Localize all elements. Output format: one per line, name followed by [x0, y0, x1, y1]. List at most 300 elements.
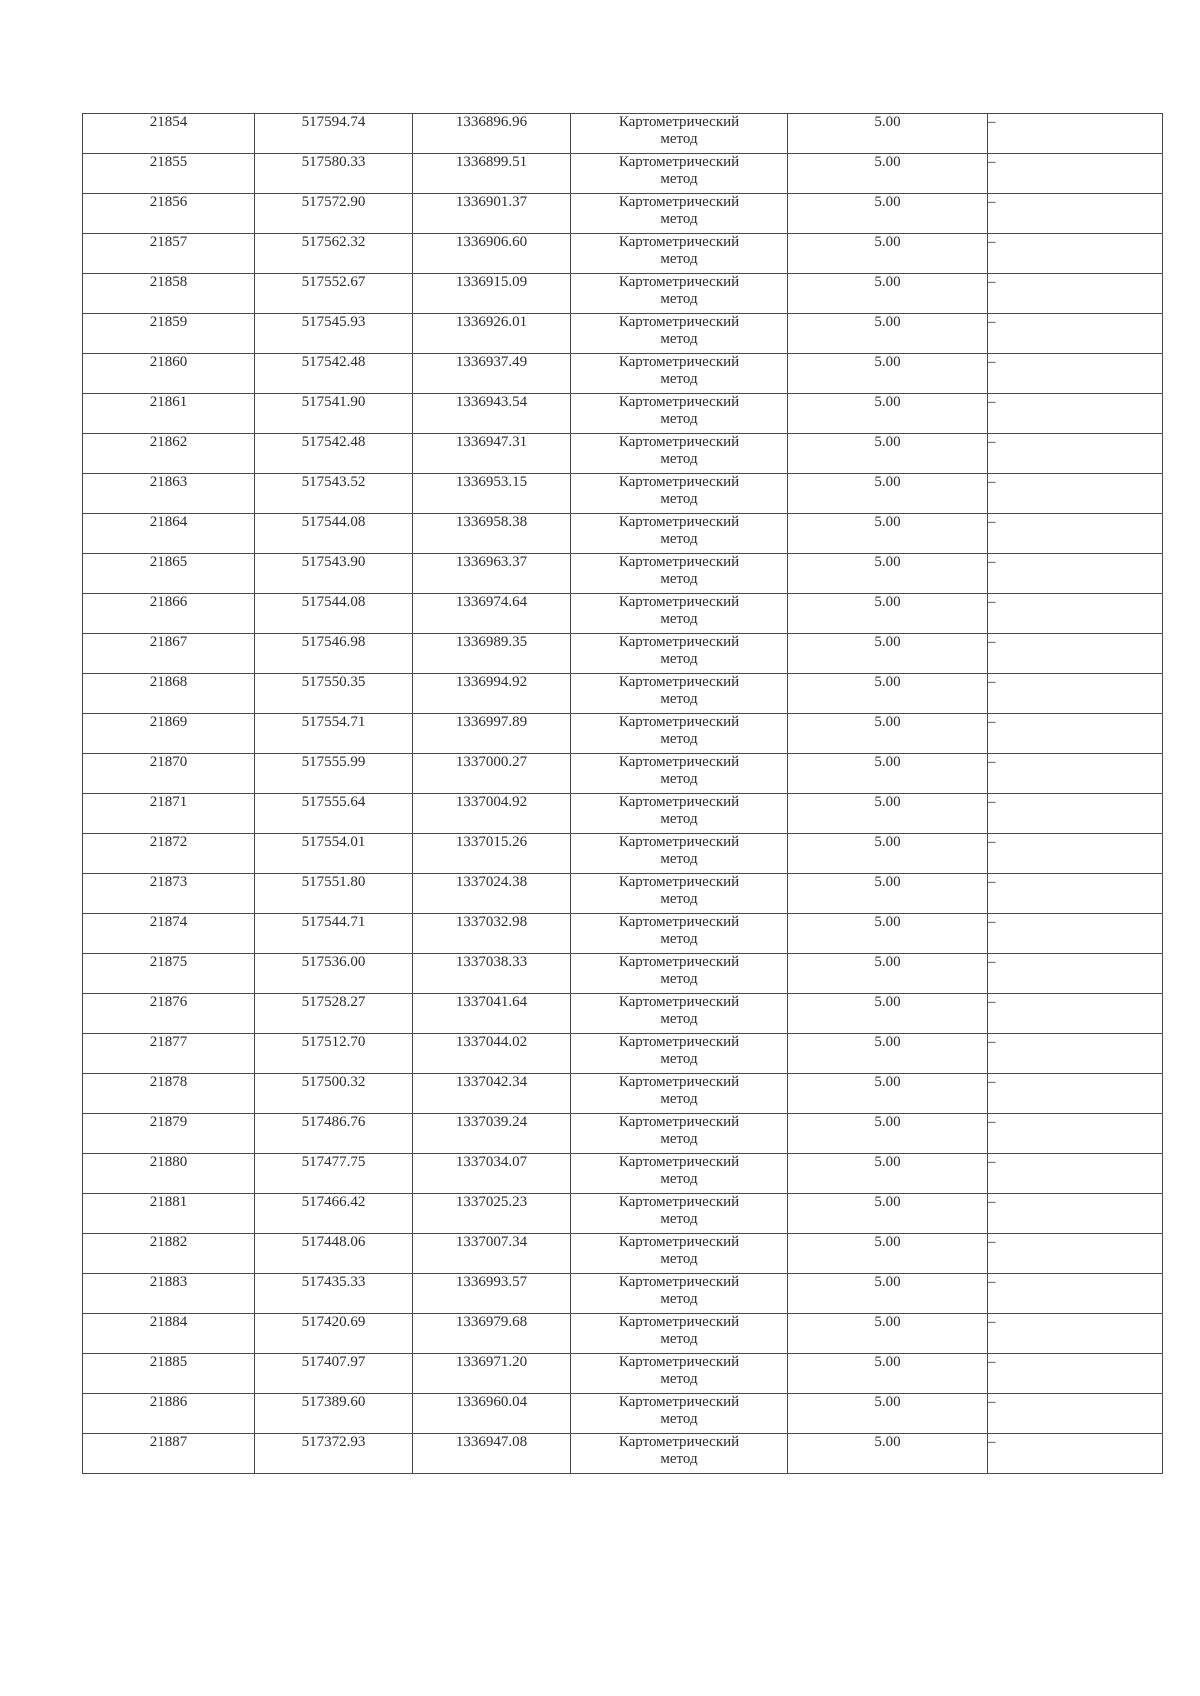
method-line-1: Картометрический [618, 1034, 740, 1050]
accuracy-cell: 5.00 [788, 754, 988, 794]
table-row [83, 914, 1163, 954]
y-coordinate-cell: 1336994.92 [413, 674, 571, 714]
method-line-1: Картометрический [618, 914, 740, 930]
y-coordinate-cell: 1336979.68 [413, 1314, 571, 1354]
method-line-2: метод [660, 1291, 698, 1307]
method-line-1: Картометрический [618, 1114, 740, 1130]
method-line-1: Картометрический [618, 954, 740, 970]
note-cell: – [988, 874, 1163, 914]
method-line-1: Картометрический [618, 194, 740, 210]
x-coordinate-cell: 517448.06 [255, 1234, 413, 1274]
note-cell: – [988, 834, 1163, 874]
method-line-1: Картометрический [618, 594, 740, 610]
method-line-2: метод [660, 211, 698, 227]
method-line-1: Картометрический [618, 634, 740, 650]
method-cell [571, 194, 788, 234]
accuracy-cell: 5.00 [788, 1274, 988, 1314]
point-number-cell: 21871 [83, 794, 255, 834]
point-number-cell: 21863 [83, 474, 255, 514]
note-cell: – [988, 1194, 1163, 1234]
method-line-1: Картометрический [618, 114, 740, 130]
accuracy-cell: 5.00 [788, 1234, 988, 1274]
x-coordinate-cell: 517528.27 [255, 994, 413, 1034]
table-row [83, 274, 1163, 314]
accuracy-cell: 5.00 [788, 1074, 988, 1114]
table-row [83, 514, 1163, 554]
y-coordinate-cell: 1337000.27 [413, 754, 571, 794]
x-coordinate-cell: 517477.75 [255, 1154, 413, 1194]
table-row [83, 474, 1163, 514]
y-coordinate-cell: 1336899.51 [413, 154, 571, 194]
x-coordinate-cell: 517544.71 [255, 914, 413, 954]
point-number-cell: 21865 [83, 554, 255, 594]
y-coordinate-cell: 1336947.31 [413, 434, 571, 474]
table-row [83, 1154, 1163, 1194]
note-cell: – [988, 714, 1163, 754]
method-line-1: Картометрический [618, 314, 740, 330]
method-cell [571, 834, 788, 874]
method-line-2: метод [660, 571, 698, 587]
method-cell [571, 1274, 788, 1314]
point-number-cell: 21885 [83, 1354, 255, 1394]
accuracy-cell: 5.00 [788, 794, 988, 834]
table-row [83, 394, 1163, 434]
accuracy-cell: 5.00 [788, 994, 988, 1034]
method-line-2: метод [660, 251, 698, 267]
y-coordinate-cell: 1336989.35 [413, 634, 571, 674]
method-line-2: метод [660, 771, 698, 787]
table-row [83, 1274, 1163, 1314]
note-cell: – [988, 634, 1163, 674]
method-line-2: метод [660, 371, 698, 387]
point-number-cell: 21870 [83, 754, 255, 794]
point-number-cell: 21887 [83, 1434, 255, 1474]
method-line-1: Картометрический [618, 1074, 740, 1090]
point-number-cell: 21881 [83, 1194, 255, 1234]
accuracy-cell: 5.00 [788, 1114, 988, 1154]
y-coordinate-cell: 1336953.15 [413, 474, 571, 514]
accuracy-cell: 5.00 [788, 114, 988, 154]
y-coordinate-cell: 1336960.04 [413, 1394, 571, 1434]
x-coordinate-cell: 517543.90 [255, 554, 413, 594]
accuracy-cell: 5.00 [788, 1314, 988, 1354]
x-coordinate-cell: 517543.52 [255, 474, 413, 514]
table-row [83, 874, 1163, 914]
method-line-1: Картометрический [618, 234, 740, 250]
method-line-1: Картометрический [618, 1274, 740, 1290]
method-line-2: метод [660, 1411, 698, 1427]
method-line-2: метод [660, 531, 698, 547]
point-number-cell: 21873 [83, 874, 255, 914]
accuracy-cell: 5.00 [788, 1394, 988, 1434]
method-line-2: метод [660, 731, 698, 747]
note-cell: – [988, 794, 1163, 834]
table-row [83, 1194, 1163, 1234]
point-number-cell: 21856 [83, 194, 255, 234]
x-coordinate-cell: 517466.42 [255, 1194, 413, 1234]
note-cell: – [988, 314, 1163, 354]
method-line-2: метод [660, 411, 698, 427]
x-coordinate-cell: 517420.69 [255, 1314, 413, 1354]
y-coordinate-cell: 1336993.57 [413, 1274, 571, 1314]
note-cell: – [988, 114, 1163, 154]
method-line-2: метод [660, 1171, 698, 1187]
y-coordinate-cell: 1336896.96 [413, 114, 571, 154]
method-cell [571, 434, 788, 474]
y-coordinate-cell: 1336947.08 [413, 1434, 571, 1474]
coordinates-table [82, 113, 1163, 1474]
table-row [83, 1434, 1163, 1474]
y-coordinate-cell: 1336906.60 [413, 234, 571, 274]
table-row [83, 314, 1163, 354]
accuracy-cell: 5.00 [788, 434, 988, 474]
y-coordinate-cell: 1337039.24 [413, 1114, 571, 1154]
method-line-1: Картометрический [618, 354, 740, 370]
method-cell [571, 154, 788, 194]
table-row [83, 634, 1163, 674]
method-cell [571, 474, 788, 514]
method-line-1: Картометрический [618, 154, 740, 170]
method-line-2: метод [660, 1091, 698, 1107]
table-row [83, 954, 1163, 994]
method-line-2: метод [660, 331, 698, 347]
note-cell: – [988, 1274, 1163, 1314]
point-number-cell: 21877 [83, 1034, 255, 1074]
note-cell: – [988, 674, 1163, 714]
accuracy-cell: 5.00 [788, 274, 988, 314]
method-line-2: метод [660, 1371, 698, 1387]
x-coordinate-cell: 517555.64 [255, 794, 413, 834]
table-row [83, 194, 1163, 234]
y-coordinate-cell: 1336963.37 [413, 554, 571, 594]
note-cell: – [988, 194, 1163, 234]
method-cell [571, 794, 788, 834]
method-cell [571, 994, 788, 1034]
method-line-2: метод [660, 651, 698, 667]
x-coordinate-cell: 517555.99 [255, 754, 413, 794]
note-cell: – [988, 1074, 1163, 1114]
x-coordinate-cell: 517552.67 [255, 274, 413, 314]
method-line-1: Картометрический [618, 1394, 740, 1410]
point-number-cell: 21864 [83, 514, 255, 554]
table-row [83, 1074, 1163, 1114]
table-row [83, 154, 1163, 194]
x-coordinate-cell: 517572.90 [255, 194, 413, 234]
accuracy-cell: 5.00 [788, 154, 988, 194]
note-cell: – [988, 554, 1163, 594]
note-cell: – [988, 1354, 1163, 1394]
x-coordinate-cell: 517542.48 [255, 434, 413, 474]
method-line-1: Картометрический [618, 394, 740, 410]
method-cell [571, 1394, 788, 1434]
accuracy-cell: 5.00 [788, 1034, 988, 1074]
x-coordinate-cell: 517486.76 [255, 1114, 413, 1154]
method-cell [571, 274, 788, 314]
point-number-cell: 21860 [83, 354, 255, 394]
method-line-1: Картометрический [618, 1194, 740, 1210]
table-row [83, 674, 1163, 714]
y-coordinate-cell: 1336974.64 [413, 594, 571, 634]
accuracy-cell: 5.00 [788, 234, 988, 274]
method-line-2: метод [660, 1011, 698, 1027]
method-line-2: метод [660, 811, 698, 827]
method-line-2: метод [660, 971, 698, 987]
table-row [83, 834, 1163, 874]
y-coordinate-cell: 1337007.34 [413, 1234, 571, 1274]
y-coordinate-cell: 1337024.38 [413, 874, 571, 914]
y-coordinate-cell: 1336915.09 [413, 274, 571, 314]
point-number-cell: 21882 [83, 1234, 255, 1274]
table-row [83, 554, 1163, 594]
method-line-1: Картометрический [618, 754, 740, 770]
y-coordinate-cell: 1336971.20 [413, 1354, 571, 1394]
table-row [83, 114, 1163, 154]
x-coordinate-cell: 517546.98 [255, 634, 413, 674]
method-cell [571, 594, 788, 634]
method-line-1: Картометрический [618, 834, 740, 850]
y-coordinate-cell: 1337034.07 [413, 1154, 571, 1194]
x-coordinate-cell: 517541.90 [255, 394, 413, 434]
y-coordinate-cell: 1337042.34 [413, 1074, 571, 1114]
method-cell [571, 1314, 788, 1354]
accuracy-cell: 5.00 [788, 874, 988, 914]
method-cell [571, 634, 788, 674]
method-cell [571, 354, 788, 394]
accuracy-cell: 5.00 [788, 674, 988, 714]
point-number-cell: 21884 [83, 1314, 255, 1354]
x-coordinate-cell: 517554.01 [255, 834, 413, 874]
point-number-cell: 21859 [83, 314, 255, 354]
method-line-1: Картометрический [618, 1314, 740, 1330]
note-cell: – [988, 274, 1163, 314]
method-cell [571, 1034, 788, 1074]
y-coordinate-cell: 1337015.26 [413, 834, 571, 874]
method-cell [571, 394, 788, 434]
method-line-1: Картометрический [618, 1154, 740, 1170]
point-number-cell: 21886 [83, 1394, 255, 1434]
table-row [83, 1354, 1163, 1394]
table-row [83, 1114, 1163, 1154]
note-cell: – [988, 1034, 1163, 1074]
method-line-1: Картометрический [618, 434, 740, 450]
method-cell [571, 754, 788, 794]
method-line-2: метод [660, 851, 698, 867]
method-line-2: метод [660, 171, 698, 187]
method-line-2: метод [660, 1331, 698, 1347]
method-line-2: метод [660, 931, 698, 947]
point-number-cell: 21869 [83, 714, 255, 754]
note-cell: – [988, 1234, 1163, 1274]
method-cell [571, 1114, 788, 1154]
method-line-1: Картометрический [618, 474, 740, 490]
accuracy-cell: 5.00 [788, 474, 988, 514]
note-cell: – [988, 1314, 1163, 1354]
note-cell: – [988, 354, 1163, 394]
coordinates-table-body [83, 114, 1163, 1474]
accuracy-cell: 5.00 [788, 394, 988, 434]
table-row [83, 794, 1163, 834]
table-row [83, 754, 1163, 794]
y-coordinate-cell: 1337038.33 [413, 954, 571, 994]
method-cell [571, 1434, 788, 1474]
method-cell [571, 1354, 788, 1394]
x-coordinate-cell: 517542.48 [255, 354, 413, 394]
method-cell [571, 714, 788, 754]
table-row [83, 434, 1163, 474]
method-cell [571, 114, 788, 154]
point-number-cell: 21879 [83, 1114, 255, 1154]
x-coordinate-cell: 517580.33 [255, 154, 413, 194]
y-coordinate-cell: 1337044.02 [413, 1034, 571, 1074]
method-cell [571, 954, 788, 994]
point-number-cell: 21875 [83, 954, 255, 994]
point-number-cell: 21874 [83, 914, 255, 954]
accuracy-cell: 5.00 [788, 594, 988, 634]
method-line-2: метод [660, 691, 698, 707]
accuracy-cell: 5.00 [788, 1154, 988, 1194]
y-coordinate-cell: 1336943.54 [413, 394, 571, 434]
table-row [83, 594, 1163, 634]
method-line-2: метод [660, 1131, 698, 1147]
x-coordinate-cell: 517407.97 [255, 1354, 413, 1394]
note-cell: – [988, 434, 1163, 474]
accuracy-cell: 5.00 [788, 834, 988, 874]
accuracy-cell: 5.00 [788, 314, 988, 354]
accuracy-cell: 5.00 [788, 714, 988, 754]
method-line-1: Картометрический [618, 554, 740, 570]
method-cell [571, 674, 788, 714]
method-line-1: Картометрический [618, 1354, 740, 1370]
note-cell: – [988, 994, 1163, 1034]
accuracy-cell: 5.00 [788, 514, 988, 554]
method-line-2: метод [660, 1451, 698, 1467]
x-coordinate-cell: 517550.35 [255, 674, 413, 714]
point-number-cell: 21861 [83, 394, 255, 434]
note-cell: – [988, 754, 1163, 794]
method-cell [571, 514, 788, 554]
point-number-cell: 21854 [83, 114, 255, 154]
method-line-1: Картометрический [618, 274, 740, 290]
point-number-cell: 21858 [83, 274, 255, 314]
method-line-1: Картометрический [618, 1234, 740, 1250]
method-line-1: Картометрический [618, 514, 740, 530]
method-cell [571, 554, 788, 594]
method-cell [571, 1154, 788, 1194]
note-cell: – [988, 394, 1163, 434]
method-cell [571, 1074, 788, 1114]
method-line-2: метод [660, 491, 698, 507]
note-cell: – [988, 474, 1163, 514]
point-number-cell: 21866 [83, 594, 255, 634]
note-cell: – [988, 1154, 1163, 1194]
method-cell [571, 234, 788, 274]
table-row [83, 1314, 1163, 1354]
x-coordinate-cell: 517389.60 [255, 1394, 413, 1434]
note-cell: – [988, 154, 1163, 194]
table-row [83, 234, 1163, 274]
method-line-1: Картометрический [618, 794, 740, 810]
point-number-cell: 21857 [83, 234, 255, 274]
accuracy-cell: 5.00 [788, 1194, 988, 1234]
y-coordinate-cell: 1336926.01 [413, 314, 571, 354]
note-cell: – [988, 1434, 1163, 1474]
method-line-2: метод [660, 1211, 698, 1227]
table-row [83, 354, 1163, 394]
table-row [83, 1234, 1163, 1274]
method-cell [571, 1234, 788, 1274]
table-row [83, 1394, 1163, 1434]
point-number-cell: 21862 [83, 434, 255, 474]
point-number-cell: 21855 [83, 154, 255, 194]
x-coordinate-cell: 517551.80 [255, 874, 413, 914]
method-cell [571, 314, 788, 354]
x-coordinate-cell: 517435.33 [255, 1274, 413, 1314]
x-coordinate-cell: 517536.00 [255, 954, 413, 994]
note-cell: – [988, 914, 1163, 954]
point-number-cell: 21876 [83, 994, 255, 1034]
method-cell [571, 874, 788, 914]
method-line-1: Картометрический [618, 1434, 740, 1450]
note-cell: – [988, 1394, 1163, 1434]
method-line-2: метод [660, 291, 698, 307]
y-coordinate-cell: 1337032.98 [413, 914, 571, 954]
x-coordinate-cell: 517545.93 [255, 314, 413, 354]
method-line-2: метод [660, 1051, 698, 1067]
accuracy-cell: 5.00 [788, 634, 988, 674]
method-line-2: метод [660, 891, 698, 907]
x-coordinate-cell: 517594.74 [255, 114, 413, 154]
method-line-2: метод [660, 1251, 698, 1267]
table-row [83, 994, 1163, 1034]
table-row [83, 1034, 1163, 1074]
method-line-2: метод [660, 451, 698, 467]
point-number-cell: 21868 [83, 674, 255, 714]
x-coordinate-cell: 517544.08 [255, 514, 413, 554]
x-coordinate-cell: 517562.32 [255, 234, 413, 274]
note-cell: – [988, 514, 1163, 554]
accuracy-cell: 5.00 [788, 194, 988, 234]
method-line-1: Картометрический [618, 994, 740, 1010]
point-number-cell: 21872 [83, 834, 255, 874]
y-coordinate-cell: 1336958.38 [413, 514, 571, 554]
note-cell: – [988, 1114, 1163, 1154]
x-coordinate-cell: 517554.71 [255, 714, 413, 754]
accuracy-cell: 5.00 [788, 914, 988, 954]
x-coordinate-cell: 517372.93 [255, 1434, 413, 1474]
y-coordinate-cell: 1336901.37 [413, 194, 571, 234]
y-coordinate-cell: 1337025.23 [413, 1194, 571, 1234]
note-cell: – [988, 594, 1163, 634]
x-coordinate-cell: 517512.70 [255, 1034, 413, 1074]
accuracy-cell: 5.00 [788, 1434, 988, 1474]
y-coordinate-cell: 1336937.49 [413, 354, 571, 394]
method-line-1: Картометрический [618, 874, 740, 890]
method-cell [571, 914, 788, 954]
y-coordinate-cell: 1336997.89 [413, 714, 571, 754]
point-number-cell: 21883 [83, 1274, 255, 1314]
table-row [83, 714, 1163, 754]
accuracy-cell: 5.00 [788, 554, 988, 594]
point-number-cell: 21878 [83, 1074, 255, 1114]
note-cell: – [988, 234, 1163, 274]
point-number-cell: 21867 [83, 634, 255, 674]
accuracy-cell: 5.00 [788, 954, 988, 994]
method-line-1: Картометрический [618, 674, 740, 690]
note-cell: – [988, 954, 1163, 994]
y-coordinate-cell: 1337004.92 [413, 794, 571, 834]
accuracy-cell: 5.00 [788, 354, 988, 394]
method-line-1: Картометрический [618, 714, 740, 730]
